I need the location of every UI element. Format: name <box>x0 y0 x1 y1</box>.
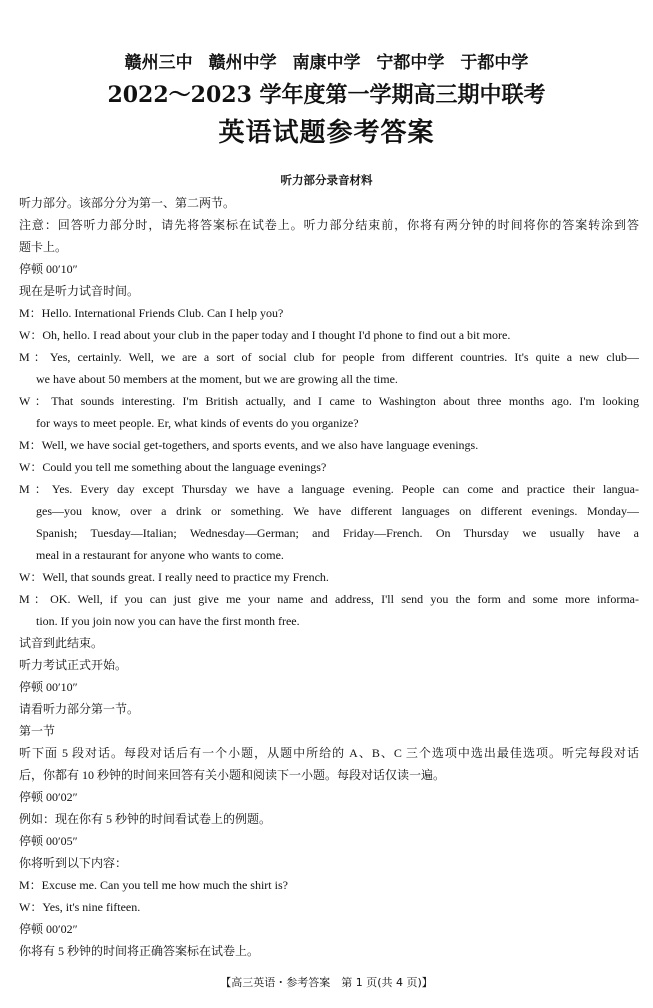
text-line: W：Yes, it's nine fifteen. <box>19 900 141 914</box>
text-line: 听下面 5 段对话。每段对话后有一个小题，从题中所给的 A、B、C 三个选项中选出最佳选项。听完每段对话 <box>19 746 639 760</box>
text-line: 试音到此结束。 <box>19 636 104 650</box>
text-line: for ways to meet people. Er, what kinds of events do you organize? <box>36 416 359 430</box>
text-line: ges—you know, over a drink or something. We have different languages on different evenings. Monday— <box>36 504 639 518</box>
text-line: M：Yes. Every day except Thursday we have a language evening. People can come and practice their langua- <box>19 482 639 496</box>
text-line: 停顿 00′02″ <box>19 922 78 936</box>
text-line: 现在是听力试音时间。 <box>19 284 140 298</box>
text-line: W：Oh, hello. I read about your club in the paper today and I thought I'd phone to find out a bit more. <box>19 328 511 342</box>
document-title: 英语试题参考答案 <box>218 118 435 148</box>
text-line: W：Could you tell me something about the language evenings? <box>19 460 327 474</box>
text-line: M：Yes, certainly. Well, we are a sort of social club for people from different countries. It's quite a new club— <box>19 350 639 364</box>
text-line: W：That sounds interesting. I'm British actually, and I came to Washington about three months ago. I'm looking <box>19 394 639 408</box>
text-line: 第一节 <box>19 724 56 738</box>
text-line: 停顿 00′10″ <box>19 262 78 276</box>
text-line: M：OK. Well, if you can just give me your name and address, I'll send you the form and some more informa- <box>19 592 639 606</box>
text-line: M：Hello. International Friends Club. Can I help you? <box>19 306 284 320</box>
text-line: tion. If you join now you can have the first month free. <box>36 614 300 628</box>
text-line: 注意：回答听力部分时，请先将答案标在试卷上。听力部分结束前，你将有两分钟的时间将你的答案转涂到答 <box>19 218 639 232</box>
text-line: Spanish; Tuesday—Italian; Wednesday—German; and Friday—French. On Thursday we usually have a <box>36 526 639 540</box>
text-line: 你将有 5 秒钟的时间将正确答案标在试卷上。 <box>19 944 260 958</box>
exam-term: 2022～2023 学年度第一学期高三期中联考 <box>107 82 546 108</box>
text-line: 听力部分。该部分分为第一、第二两节。 <box>19 196 236 210</box>
text-line: 停顿 00′02″ <box>19 790 78 804</box>
text-line: W：Well, that sounds great. I really need to practice my French. <box>19 570 329 584</box>
text-line: 停顿 00′10″ <box>19 680 78 694</box>
text-line: M：Excuse me. Can you tell me how much the shirt is? <box>19 878 288 892</box>
text-line: 请看听力部分第一节。 <box>19 702 140 716</box>
text-line: 你将听到以下内容： <box>19 856 128 870</box>
text-line: 后，你都有 10 秒钟的时间来回答有关小题和阅读下一小题。每段对话仅读一遍。 <box>19 768 446 782</box>
page-footer: 【高三英语・参考答案 第 1 页(共 4 页)】 <box>220 976 433 989</box>
school-names: 赣州三中 赣州中学 南康中学 宁都中学 于都中学 <box>124 53 529 73</box>
text-line: 停顿 00′05″ <box>19 834 78 848</box>
text-line: meal in a restaurant for anyone who wants to come. <box>36 548 284 562</box>
section-title: 听力部分录音材料 <box>280 173 373 187</box>
text-line: 听力考试正式开始。 <box>19 658 128 672</box>
text-line: 题卡上。 <box>19 240 68 254</box>
text-line: 例如：现在你有 5 秒钟的时间看试卷上的例题。 <box>19 812 272 826</box>
text-line: M：Well, we have social get-togethers, and sports events, and we also have language evenings. <box>19 438 479 452</box>
text-line: we have about 50 members at the moment, but we are growing all the time. <box>36 372 398 386</box>
